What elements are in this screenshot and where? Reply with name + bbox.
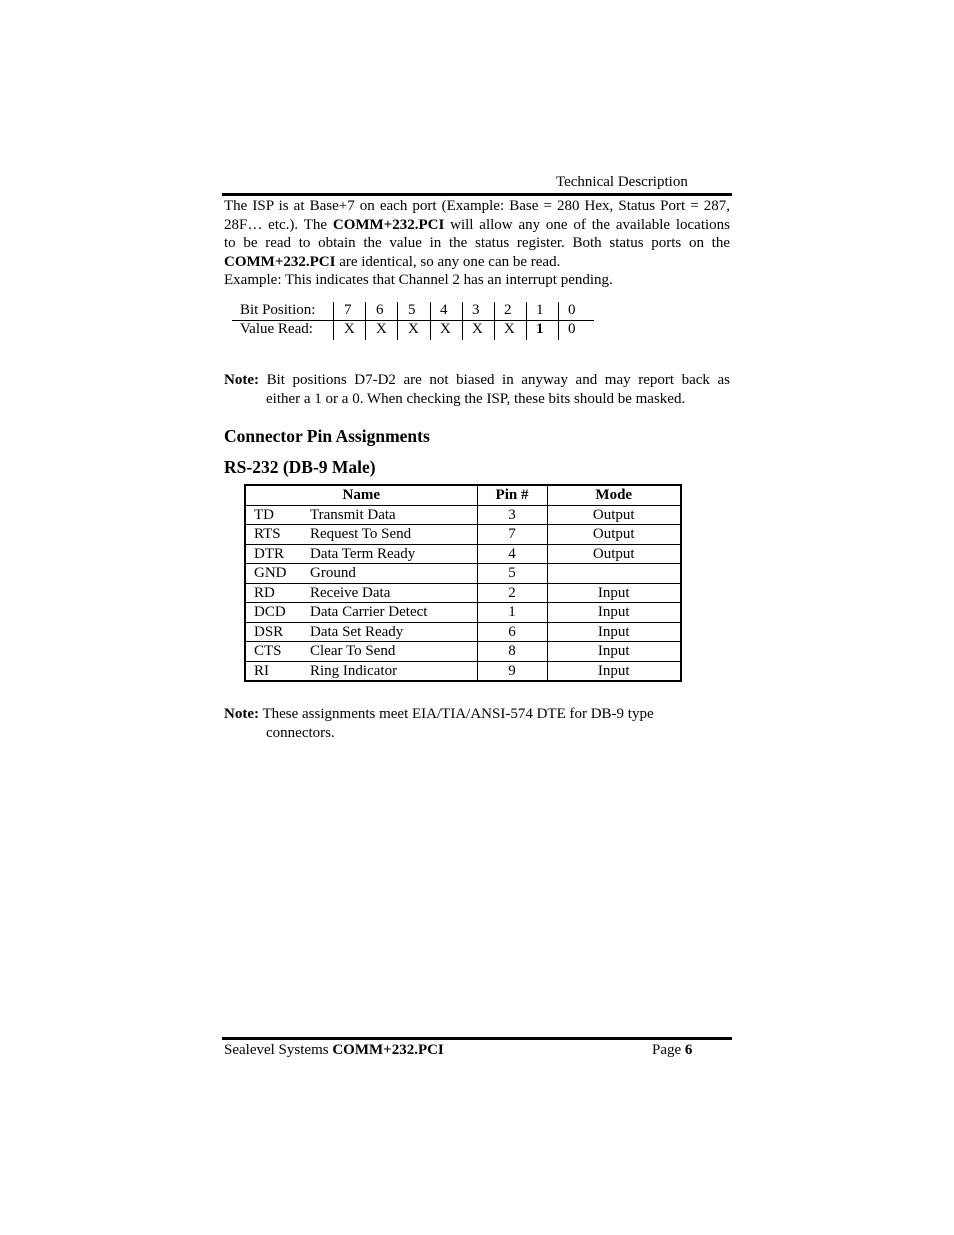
signal-name-cell bbox=[245, 603, 477, 623]
bit-table-divider bbox=[232, 320, 594, 321]
intro-paragraph bbox=[224, 197, 730, 290]
pin-number-cell: 7 bbox=[477, 525, 547, 545]
footer-left bbox=[224, 1042, 444, 1059]
pin-number-cell: 8 bbox=[477, 642, 547, 662]
table-row bbox=[245, 505, 681, 525]
value-read-cell: X bbox=[472, 321, 483, 337]
value-read-cell: 0 bbox=[568, 321, 576, 337]
signal-name: Ground bbox=[310, 565, 356, 582]
bit-position-cell: 5 bbox=[408, 302, 416, 318]
signal-name-cell bbox=[245, 544, 477, 564]
pin-number-cell: 3 bbox=[477, 505, 547, 525]
intro-line-3: to be read to obtain the value in the status register. Both status ports on the bbox=[224, 235, 730, 252]
bit-table-vline bbox=[494, 302, 495, 340]
pin-number-cell: 5 bbox=[477, 564, 547, 584]
bit-table-vline bbox=[558, 302, 559, 340]
column-header-pin: Pin # bbox=[477, 485, 547, 505]
pin-number-cell: 6 bbox=[477, 622, 547, 642]
bit-table-vline bbox=[526, 302, 527, 340]
page-label: Page bbox=[652, 1042, 685, 1058]
bit-position-cell: 4 bbox=[440, 302, 448, 318]
signal-abbr: DTR bbox=[254, 545, 284, 562]
signal-abbr: RD bbox=[254, 584, 275, 601]
signal-name-cell bbox=[245, 661, 477, 681]
value-read-cell: X bbox=[408, 321, 419, 337]
value-read-cell: X bbox=[344, 321, 355, 337]
footer-company: Sealevel Systems bbox=[224, 1042, 333, 1058]
mode-cell: Output bbox=[547, 505, 681, 525]
running-header: Technical Description bbox=[556, 174, 688, 190]
note-standards bbox=[224, 705, 730, 742]
note-line-2: either a 1 or a 0. When checking the ISP, these bits should be masked. bbox=[266, 390, 686, 407]
table-row bbox=[245, 622, 681, 642]
bit-table-vline bbox=[397, 302, 398, 340]
footer-product: COMM+232.PCI bbox=[332, 1042, 444, 1058]
bit-table-vline bbox=[333, 302, 334, 340]
signal-name: Data Set Ready bbox=[310, 623, 404, 640]
signal-name: Receive Data bbox=[310, 584, 391, 601]
bit-table-vline bbox=[462, 302, 463, 340]
intro-text: 28F… etc.). The bbox=[224, 216, 333, 233]
bit-position-cell: 6 bbox=[376, 302, 384, 318]
subsection-title: RS-232 (DB-9 Male) bbox=[224, 457, 376, 477]
page-number: 6 bbox=[684, 1042, 693, 1058]
column-header-name: Name bbox=[245, 485, 477, 505]
signal-name: Data Carrier Detect bbox=[310, 604, 428, 621]
signal-abbr: RTS bbox=[254, 526, 281, 543]
mode-cell: Output bbox=[547, 544, 681, 564]
pin-number-cell: 9 bbox=[477, 661, 547, 681]
signal-name: Clear To Send bbox=[310, 643, 396, 660]
signal-name-cell bbox=[245, 583, 477, 603]
signal-abbr: RI bbox=[254, 662, 269, 679]
signal-abbr: TD bbox=[254, 506, 274, 523]
mode-cell: Input bbox=[547, 622, 681, 642]
mode-cell bbox=[547, 564, 681, 584]
bit-table-vline bbox=[365, 302, 366, 340]
bit-position-cell: 2 bbox=[504, 302, 512, 318]
mode-cell: Output bbox=[547, 525, 681, 545]
note-line-1: Note: These assignments meet EIA/TIA/ANSI-574 DTE for DB-9 type bbox=[224, 706, 654, 722]
mode-cell: Input bbox=[547, 661, 681, 681]
bit-position-cell: 3 bbox=[472, 302, 480, 318]
pin-number-cell: 4 bbox=[477, 544, 547, 564]
pin-number-cell: 2 bbox=[477, 583, 547, 603]
signal-name-cell bbox=[245, 505, 477, 525]
intro-text: are identical, so any one can be read. bbox=[335, 253, 561, 270]
signal-abbr: DCD bbox=[254, 604, 286, 621]
signal-name-cell bbox=[245, 564, 477, 584]
mode-cell: Input bbox=[547, 603, 681, 623]
product-name: COMM+232.PCI bbox=[332, 216, 445, 233]
table-header-row bbox=[245, 485, 681, 505]
note-label: Note: bbox=[224, 706, 259, 722]
intro-line-2 bbox=[224, 216, 730, 235]
bit-table-vline bbox=[430, 302, 431, 340]
bit-position-cell: 0 bbox=[568, 302, 576, 318]
intro-line-5: Example: This indicates that Channel 2 has an interrupt pending. bbox=[224, 272, 613, 289]
pin-assignment-table bbox=[244, 484, 682, 682]
column-header-mode: Mode bbox=[547, 485, 681, 505]
note-line-2: connectors. bbox=[266, 724, 335, 741]
note-label: Note: bbox=[224, 372, 259, 388]
table-row bbox=[245, 544, 681, 564]
note-line-1: Note: Bit positions D7-D2 are not biased in anyway and may report back as bbox=[224, 372, 730, 388]
table-row bbox=[245, 603, 681, 623]
product-name: COMM+232.PCI bbox=[224, 253, 336, 270]
signal-name: Request To Send bbox=[310, 526, 412, 543]
table-row bbox=[245, 525, 681, 545]
signal-abbr: DSR bbox=[254, 623, 284, 640]
mode-cell: Input bbox=[547, 583, 681, 603]
signal-name: Transmit Data bbox=[310, 506, 396, 523]
pin-number-cell: 1 bbox=[477, 603, 547, 623]
intro-line-4 bbox=[224, 253, 730, 272]
intro-text: will allow any one of the available locations bbox=[444, 216, 730, 233]
value-read-label: Value Read: bbox=[240, 321, 313, 337]
value-read-cell: X bbox=[440, 321, 451, 337]
intro-line-1: The ISP is at Base+7 on each port (Example: Base = 280 Hex, Status Port = 287, bbox=[224, 198, 730, 214]
table-row bbox=[245, 661, 681, 681]
signal-name-cell bbox=[245, 642, 477, 662]
value-read-cell: 1 bbox=[536, 321, 544, 337]
footer-rule bbox=[222, 1037, 732, 1040]
bit-position-cell: 7 bbox=[344, 302, 352, 318]
bit-position-cell: 1 bbox=[536, 302, 544, 318]
signal-name-cell bbox=[245, 525, 477, 545]
section-title: Connector Pin Assignments bbox=[224, 426, 430, 446]
mode-cell: Input bbox=[547, 642, 681, 662]
signal-name: Data Term Ready bbox=[310, 545, 416, 562]
table-row bbox=[245, 564, 681, 584]
signal-name-cell bbox=[245, 622, 477, 642]
table-row bbox=[245, 642, 681, 662]
signal-abbr: GND bbox=[254, 565, 287, 582]
value-read-cell: X bbox=[504, 321, 515, 337]
note-isp bbox=[224, 371, 730, 408]
table-row bbox=[245, 583, 681, 603]
footer-right bbox=[652, 1042, 692, 1059]
header-rule bbox=[222, 193, 732, 196]
value-read-cell: X bbox=[376, 321, 387, 337]
signal-name: Ring Indicator bbox=[310, 662, 398, 679]
signal-abbr: CTS bbox=[254, 643, 282, 660]
bit-position-label: Bit Position: bbox=[240, 302, 316, 318]
